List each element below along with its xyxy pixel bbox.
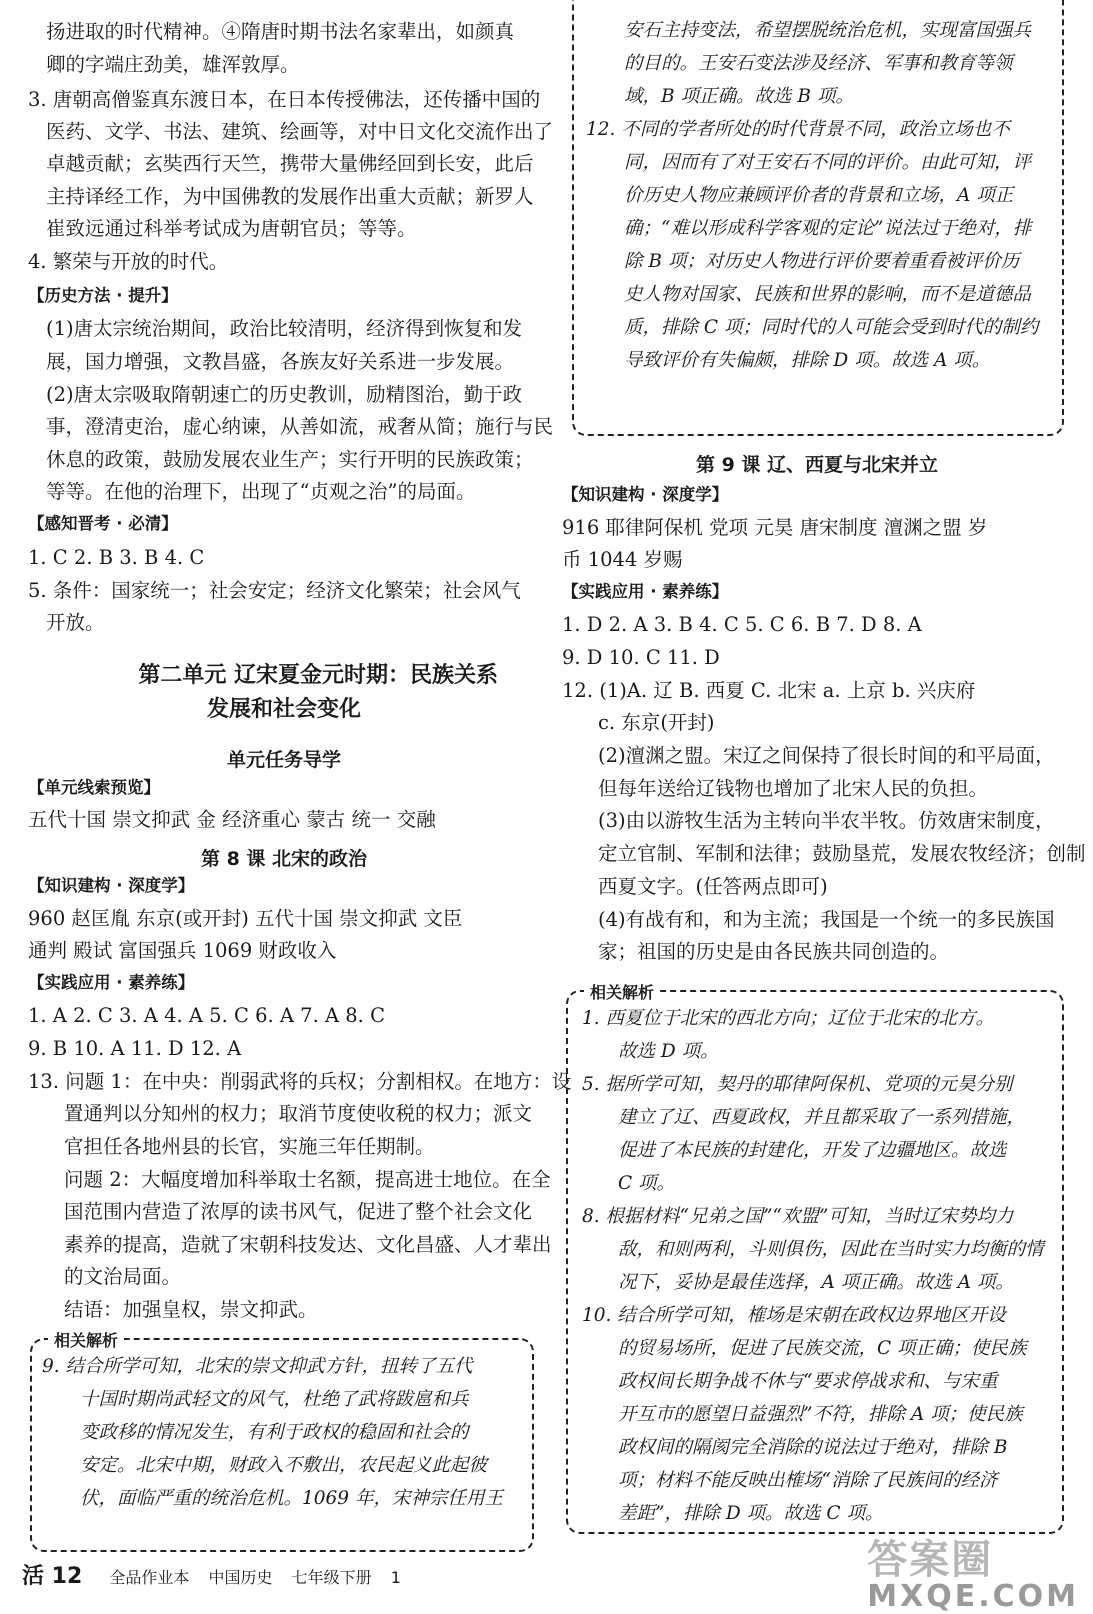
analysis-box-title: 相关解析 [584, 980, 660, 1003]
text-line: 事，澄清吏治，虚心纳谏，从善如流，戒奢从简；施行与民 [46, 415, 554, 438]
text-line: 等等。在他的治理下，出现了“贞观之治”的局面。 [46, 480, 476, 503]
analysis-line: 的贸易场所，促进了民族交流，C 项正确；使民族 [618, 1338, 1027, 1359]
analysis-box-continued [572, 0, 1064, 436]
text-line: 币 1044 岁赐 [562, 548, 683, 571]
analysis-box-title: 相关解析 [48, 1328, 124, 1351]
analysis-line: 敌，和则两利，斗则俱伤，因此在当时实力均衡的情 [618, 1239, 1044, 1260]
text-line: 医药、文学、书法、建筑、绘画等，对中日文化交流作出了 [46, 120, 554, 143]
analysis-line: 政权间长期争战不休与“要求停战求和、与宋重 [618, 1371, 998, 1392]
section-heading: 【知识建构 · 深度学】 [28, 876, 195, 895]
analysis-line: 故选 D 项。 [618, 1041, 719, 1062]
analysis-line: 开互市的愿望日益强烈”不符，排除 A 项；使民族 [618, 1404, 1023, 1425]
analysis-line: 同，因而有了对王安石不同的评价。由此可知，评 [624, 152, 1032, 173]
unit-title: 发展和社会变化 [206, 697, 361, 722]
answer-line: 9. D 10. C 11. D [562, 646, 720, 669]
analysis-line: 变政移的情况发生，有利于政权的稳固和社会的 [80, 1422, 469, 1443]
analysis-line: 政权间的隔阂完全消除的说法过于绝对，排除 B [618, 1437, 1008, 1458]
text-line: (2)唐太宗吸取隋朝速亡的历史教训，励精图治，勤于政 [46, 383, 523, 406]
text-line: 扬进取的时代精神。④隋唐时期书法名家辈出，如颜真 [46, 20, 515, 43]
analysis-line: 差距”，排除 D 项。故选 C 项。 [618, 1503, 884, 1524]
analysis-line: 十国时期尚武轻文的风气，杜绝了武将跋扈和兵 [80, 1389, 469, 1410]
footer-book: 全品作业本 [109, 1568, 190, 1587]
page-number: 活 12 [22, 1564, 83, 1589]
section-heading: 【感知晋考 · 必清】 [28, 514, 178, 533]
text-line: 开放。 [46, 611, 105, 634]
analysis-line: 安石主持变法，希望摆脱统治危机，实现富国强兵 [624, 20, 1032, 41]
answer-line: 1. D 2. A 3. B 4. C 5. C 6. B 7. D 8. A [562, 613, 922, 636]
text-line: 西夏文字。(任答两点即可) [598, 875, 828, 898]
watermark-logo [867, 1528, 1079, 1614]
text-line: 崔致远通过科举考试成为唐朝官员；等等。 [46, 217, 417, 240]
section-heading: 【历史方法 · 提升】 [28, 286, 178, 305]
analysis-line: 项；材料不能反映出榷场“消除了民族间的经济 [618, 1470, 998, 1491]
text-line: 4. 繁荣与开放的时代。 [28, 250, 229, 273]
analysis-box [566, 983, 1064, 1534]
text-line: 3. 唐朝高僧鉴真东渡日本，在日本传授佛法，还传播中国的 [28, 88, 541, 111]
text-line: 国范围内营造了浓厚的读书风气，促进了整个社会文化 [64, 1200, 533, 1223]
text-line: (4)有战有和，和为主流；我国是一个统一的多民族国 [598, 908, 1055, 931]
text-line: (2)澶渊之盟。宋辽之间保持了很长时间的和平局面， [598, 744, 1055, 767]
text-line: 结语：加强皇权，崇文抑武。 [64, 1298, 318, 1321]
analysis-line: 况下，妥协是最佳选择，A 项正确。故选 A 项。 [618, 1272, 1014, 1293]
text-line: 13. 问题 1：在中央：削弱武将的兵权；分割相权。在地方：设 [28, 1070, 572, 1093]
lesson-title: 第 9 课 辽、西夏与北宋并立 [695, 454, 939, 476]
text-line: 问题 2：大幅度增加科举取士名额，提高进士地位。在全 [64, 1168, 551, 1191]
analysis-line: 10. 结合所学可知，榷场是宋朝在政权边界地区开设 [582, 1305, 1006, 1326]
text-line: 素养的提高，造就了宋朝科技发达、文化昌盛、人才辈出 [64, 1233, 552, 1256]
section-heading: 【实践应用 · 素养练】 [28, 973, 195, 992]
analysis-line: 史人物对国家、民族和世界的影响，而不是道德品 [624, 284, 1032, 305]
analysis-line: C 项。 [618, 1173, 676, 1194]
text-line: 置通判以分知州的权力；取消节度使收税的权力；派文 [64, 1102, 533, 1125]
analysis-line: 价历史人物应兼顾评价者的背景和立场，A 项正 [624, 185, 1014, 206]
analysis-line: 质，排除 C 项；同时代的人可能会受到时代的制约 [624, 317, 1039, 338]
answer-line: 1. C 2. B 3. B 4. C [28, 546, 205, 569]
section-heading: 【知识建构 · 深度学】 [562, 485, 729, 504]
analysis-line: 的目的。王安石变法涉及经济、军事和教育等领 [624, 53, 1013, 74]
analysis-line: 域，B 项正确。故选 B 项。 [624, 86, 854, 107]
text-line: 的文治局面。 [64, 1265, 182, 1288]
text-line: 12. (1)A. 辽 B. 西夏 C. 北宋 a. 上京 b. 兴庆府 [562, 679, 976, 702]
unit-title: 第二单元 辽宋夏金元时期：民族关系 [138, 663, 498, 688]
text-line: 960 赵匡胤 东京(或开封) 五代十国 崇文抑武 文臣 [28, 907, 463, 930]
analysis-line: 导致评价有失偏颇，排除 D 项。故选 A 项。 [624, 350, 991, 371]
analysis-line: 8. 根据材料“兄弟之国”“欢盟”可知，当时辽宋势均力 [582, 1206, 1014, 1227]
analysis-line: 5. 据所学可知，契丹的耶律阿保机、党项的元昊分别 [582, 1074, 1013, 1095]
text-line: c. 东京(开封) [598, 711, 715, 734]
text-line: 5. 条件：国家统一；社会安定；经济文化繁荣；社会风气 [28, 579, 521, 602]
analysis-line: 促进了本民族的封建化，开发了边疆地区。故选 [618, 1140, 1007, 1161]
text-line: 主持译经工作，为中国佛教的发展作出重大贡献；新罗人 [46, 185, 534, 208]
text-line: 916 耶律阿保机 党项 元昊 唐宋制度 澶渊之盟 岁 [562, 516, 988, 539]
analysis-line: 安定。北宋中期，财政入不敷出，农民起义此起彼 [80, 1455, 488, 1476]
text-line: 通判 殿试 富国强兵 1069 财政收入 [28, 939, 337, 962]
watermark-text: 答案圈 [867, 1537, 994, 1583]
text-line: 五代十国 崇文抑武 金 经济重心 蒙古 统一 交融 [28, 808, 436, 831]
analysis-box [30, 1331, 534, 1552]
section-heading: 【实践应用 · 素养练】 [562, 582, 729, 601]
footer-volume: 1 [390, 1568, 401, 1587]
text-line: 卿的字端庄劲美，雄浑敦厚。 [46, 53, 300, 76]
page-footer [22, 1559, 415, 1590]
analysis-line: 9. 结合所学可知，北宋的崇文抑武方针，扭转了五代 [42, 1356, 473, 1377]
lesson-title: 第 8 课 北宋的政治 [200, 848, 368, 870]
footer-subject: 中国历史 [208, 1568, 273, 1587]
analysis-line: 确；“难以形成科学客观的定论”说法过于绝对，排 [624, 218, 1032, 239]
text-line: 家；祖国的历史是由各民族共同创造的。 [598, 940, 950, 963]
analysis-line: 伏，面临严重的统治危机。1069 年，宋神宗任用王 [80, 1488, 503, 1509]
watermark-url: MXQE.COM [867, 1579, 1079, 1614]
text-line: 官担任各地州县的长官，实施三年任期制。 [64, 1135, 435, 1158]
analysis-line: 除 B 项；对历史人物进行评价要着重看被评价历 [624, 251, 1020, 272]
text-line: 休息的政策，鼓励发展农业生产；实行开明的民族政策； [46, 448, 534, 471]
text-line: (1)唐太宗统治期间，政治比较清明，经济得到恢复和发 [46, 317, 523, 340]
footer-grade: 七年级下册 [291, 1568, 372, 1587]
analysis-line: 1. 西夏位于北宋的西北方向；辽位于北宋的北方。 [582, 1008, 995, 1029]
text-line: (3)由以游牧生活为主转向半农半牧。仿效唐宋制度， [598, 809, 1055, 832]
answer-line: 1. A 2. C 3. A 4. A 5. C 6. A 7. A 8. C [28, 1004, 385, 1027]
section-heading: 【单元线索预览】 [28, 778, 160, 797]
text-line: 定立官制、军制和法律；鼓励垦荒，发展农牧经济；创制 [598, 842, 1086, 865]
answer-line: 9. B 10. A 11. D 12. A [28, 1037, 242, 1060]
text-line: 卓越贡献；玄奘西行天竺，携带大量佛经回到长安，此后 [46, 152, 534, 175]
text-line: 但每年送给辽钱物也增加了北宋人民的负担。 [598, 777, 989, 800]
text-line: 展，国力增强，文教昌盛，各族友好关系进一步发展。 [46, 350, 515, 373]
task-title: 单元任务导学 [226, 749, 341, 771]
analysis-line: 建立了辽、西夏政权，并且都采取了一系列措施， [618, 1107, 1026, 1128]
analysis-line: 12. 不同的学者所处的时代背景不同，政治立场也不 [586, 119, 1010, 140]
